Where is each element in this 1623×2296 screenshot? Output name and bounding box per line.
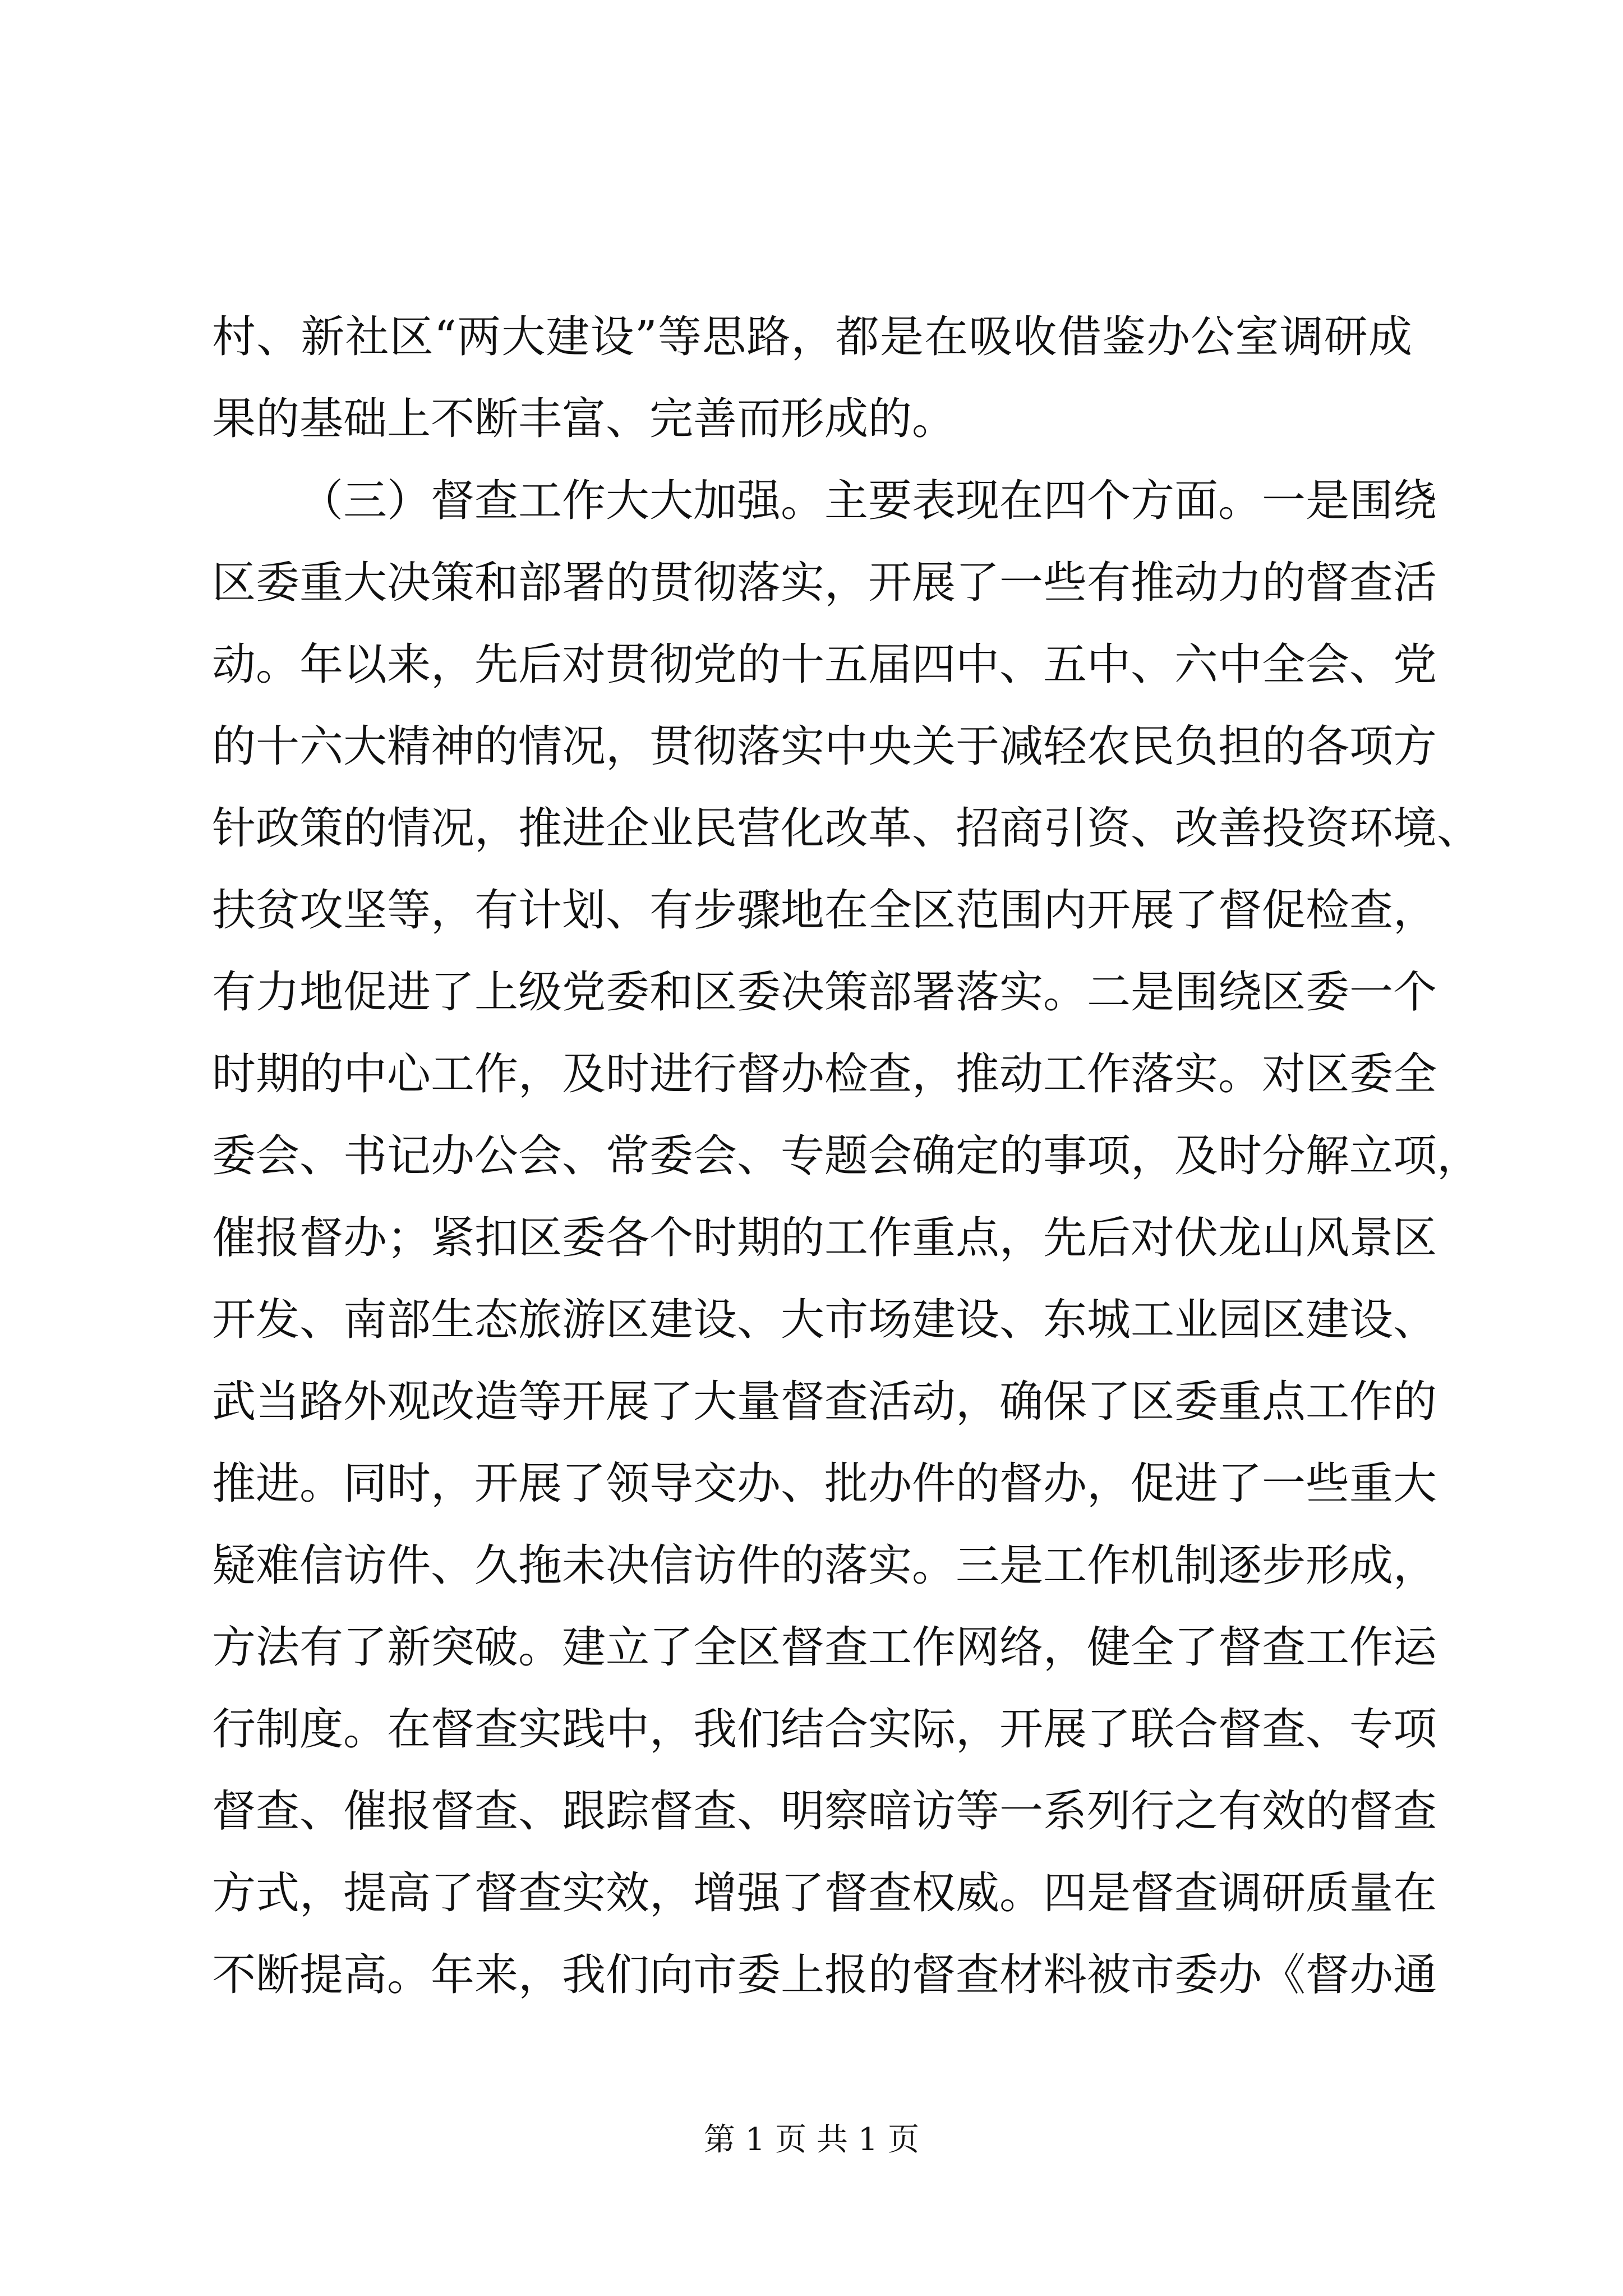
text-line: 时期的中心工作，及时进行督办检查，推动工作落实。对区委全 bbox=[212, 1049, 1437, 1099]
text-line: 催报督办；紧扣区委各个时期的工作重点，先后对伏龙山风景区 bbox=[212, 1213, 1437, 1263]
paragraph bbox=[212, 460, 1481, 2016]
text-line: 针政策的情况，推进企业民营化改革、招商引资、改善投资环境、 bbox=[212, 803, 1481, 854]
document-body bbox=[212, 296, 1481, 2016]
text-line: 方法有了新突破。建立了全区督查工作网络，健全了督查工作运 bbox=[212, 1622, 1437, 1673]
text-line: 委会、书记办公会、常委会、专题会确定的事项，及时分解立项， bbox=[212, 1131, 1481, 1181]
text-line: 武当路外观改造等开展了大量督查活动，确保了区委重点工作的 bbox=[212, 1377, 1437, 1427]
text-line: 方式，提高了督查实效，增强了督查权威。四是督查调研质量在 bbox=[212, 1868, 1437, 1918]
text-line: 村、新社区“两大建设”等思路，都是在吸收借鉴办公室调研成 bbox=[212, 312, 1412, 362]
text-line: 区委重大决策和部署的贯彻落实，开展了一些有推动力的督查活 bbox=[212, 558, 1437, 608]
text-line: 的十六大精神的情况，贯彻落实中央关于减轻农民负担的各项方 bbox=[212, 721, 1437, 772]
text-line: 开发、南部生态旅游区建设、大市场建设、东城工业园区建设、 bbox=[212, 1295, 1437, 1345]
text-line: 推进。同时，开展了领导交办、批办件的督办，促进了一些重大 bbox=[212, 1458, 1437, 1509]
text-line: 不断提高。年来，我们向市委上报的督查材料被市委办《督办通 bbox=[212, 1950, 1437, 2000]
page-number-label: 第 1 页 共 1 页 bbox=[703, 2122, 920, 2158]
page-footer bbox=[0, 2120, 1623, 2160]
text-line: 督查、催报督查、跟踪督查、明察暗访等一系列行之有效的督查 bbox=[212, 1786, 1437, 1837]
text-line: 动。年以来，先后对贯彻党的十五届四中、五中、六中全会、党 bbox=[212, 639, 1437, 690]
text-line: （三）督查工作大大加强。主要表现在四个方面。一是围绕 bbox=[299, 476, 1437, 526]
text-line: 果的基础上不断丰富、完善而形成的。 bbox=[212, 394, 956, 444]
paragraph bbox=[212, 296, 1412, 460]
text-line: 有力地促进了上级党委和区委决策部署落实。二是围绕区委一个 bbox=[212, 967, 1437, 1018]
text-line: 行制度。在督查实践中，我们结合实际，开展了联合督查、专项 bbox=[212, 1704, 1437, 1755]
text-line: 疑难信访件、久拖未决信访件的落实。三是工作机制逐步形成， bbox=[212, 1540, 1437, 1591]
text-line: 扶贫攻坚等，有计划、有步骤地在全区范围内开展了督促检查， bbox=[212, 885, 1437, 936]
